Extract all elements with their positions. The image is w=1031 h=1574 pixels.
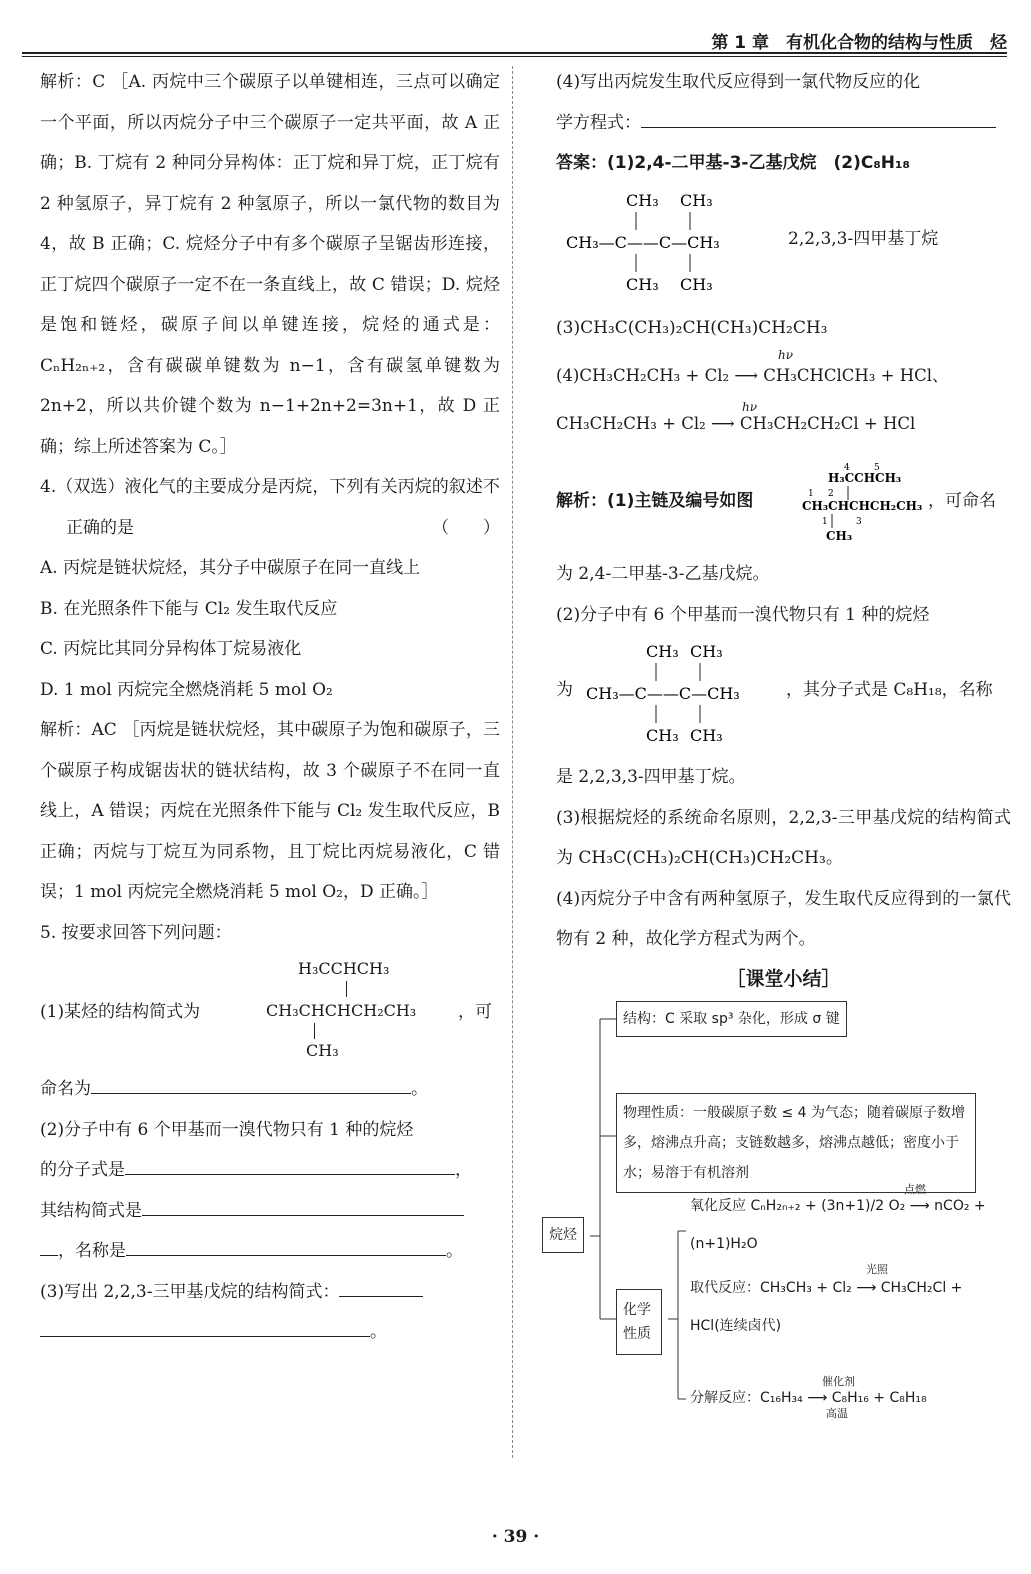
q5-part1-suffix: ，可	[458, 1002, 492, 1022]
q5-formula-label: 的分子式是	[40, 1160, 125, 1180]
q4-answer-paren: （ ）	[432, 517, 500, 538]
q5-name-label-2: ，名称是	[58, 1241, 126, 1261]
q5-part2-stem: (2)分子中有 6 个甲基而一溴代物只有 1 种的烷烃	[40, 1119, 414, 1140]
q4-solution: 解析：AC ［丙烷是链状烷烃，其中碳原子为饱和碳原子，三个碳原子构成锯齿状的链状结构，故 3 个碳原子不在同一直线上，A 错误；丙烷在光照条件下能与 Cl₂ 发生取代反应，B 正确；丙烷与丁烷互为同系物，且丁烷比丙烷易液化，C 错误；1 mol 丙烷完全燃烧消耗 5 mol O₂，D 正确。］	[40, 720, 500, 902]
q5-comma: ，	[455, 1160, 472, 1180]
q5-struct-bot: CH₃	[306, 1041, 339, 1060]
answer-line-1	[556, 143, 1011, 184]
solution-part2-struct	[556, 635, 1011, 753]
solution-part1	[556, 452, 1011, 548]
q5-part1-name	[40, 1069, 500, 1110]
q5-period-3: 。	[370, 1322, 387, 1342]
q5-answer-blank-7[interactable]	[641, 107, 996, 128]
q5-answer-blank-1[interactable]	[91, 1073, 411, 1094]
answer-line-3: (3)CH₃C(CH₃)₂CH(CH₃)CH₂CH₃	[556, 317, 828, 338]
solution-part4: (4)丙烷分子中含有两种氢原子，发生取代反应得到的一氯代物有 2 种，故化学方程式为两个。	[556, 888, 1011, 949]
mindmap-catalyst: 催化剂	[822, 1374, 855, 1388]
q5-answer-blank-6[interactable]	[40, 1316, 370, 1337]
q5-name-label: 命名为	[40, 1079, 91, 1099]
svg-text:CH₃: CH₃	[626, 190, 659, 210]
q5-part2-name	[40, 1231, 500, 1272]
q5-answer-blank-3[interactable]	[142, 1195, 464, 1216]
q5-part3	[40, 1272, 500, 1313]
answer-line-4a	[556, 348, 1011, 400]
mindmap-chem: 化学性质	[616, 1289, 662, 1355]
chapter-header: 第 1 章 有机化合物的结构与性质 烃	[711, 33, 1007, 53]
q5-bond-down	[314, 1023, 315, 1039]
solution-1-label	[556, 486, 753, 511]
mindmap-subst	[690, 1269, 1000, 1345]
svg-text:3: 3	[856, 517, 862, 527]
q5-answer-blank-3b[interactable]	[40, 1235, 58, 1256]
q4-option-d: D. 1 mol 丙烷完全燃烧消耗 5 mol O₂	[40, 679, 333, 700]
column-divider	[512, 66, 513, 1458]
q5-part3-cont	[40, 1312, 500, 1353]
solution-1-suffix: ，可命名	[928, 491, 996, 511]
q5-struct-top: H₃CCHCH₃	[298, 959, 390, 978]
svg-text:4: 4	[844, 463, 850, 473]
mindmap-oxid	[690, 1187, 1000, 1263]
mindmap-subst-text: 取代反应：CH₃CH₃ + Cl₂ ⟶ CH₃CH₂Cl + HCl(连续卤代)	[690, 1279, 963, 1334]
tetramethylbutane-structure	[556, 184, 776, 302]
mindmap-decomp-text: 分解反应：C₁₆H₃₄ ⟶ C₈H₁₆ + C₈H₁₈	[690, 1389, 927, 1406]
solution-part2: (2)分子中有 6 个甲基而一溴代物只有 1 种的烷烃	[556, 604, 930, 625]
summary-mindmap	[549, 999, 1011, 1420]
answer-text-1: 答案：(1)2,4-二甲基-3-乙基戊烷 (2)C₈H₁₈	[556, 153, 910, 173]
q5-struct-label: 其结构简式是	[40, 1200, 142, 1221]
svg-text:CH₃: CH₃	[646, 726, 679, 745]
header-rule	[22, 52, 1007, 54]
right-column	[549, 62, 1011, 1420]
q5-answer-blank-2[interactable]	[125, 1154, 455, 1175]
q5-part3-label: (3)写出 2,2,3-三甲基戊烷的结构简式：	[40, 1281, 340, 1302]
svg-text:CH₃: CH₃	[690, 726, 723, 745]
q4-stem-text: 4.（双选）液化气的主要成分是丙烷，下列有关丙烷的叙述不正确的是	[40, 477, 500, 538]
svg-text:CH₃: CH₃	[826, 529, 853, 543]
q5-answer-blank-5[interactable]	[339, 1276, 423, 1297]
svg-text:1: 1	[808, 489, 814, 499]
left-column	[40, 62, 500, 1353]
mindmap-oxid-text: 氧化反应 CₙH₂ₙ₊₂ + (3n+1)/2 O₂ ⟶ nCO₂ + (n+1)H₂O	[690, 1197, 986, 1252]
q5-struct-mid: CH₃CHCHCH₂CH₃	[266, 1001, 417, 1020]
answer-line-4b	[556, 400, 1011, 452]
svg-text:CH₃: CH₃	[680, 274, 713, 294]
q3-solution: 解析：C ［A. 丙烷中三个碳原子以单键相连，三点可以确定一个平面，所以丙烷分子中三个碳原子一定共平面，故 A 正确；B. 丁烷有 2 种同分异构体：正丁烷和异丁烷，正丁烷有 2 种氢原子，异丁烷有 2 种氢原子，所以一氯代物的数目为 4，故 B 正确；C. 烷烃分子中有多个碳原子呈锯齿形连接，正丁烷四个碳原子一定不在一条直线上，故 C 错误；D. 烷烃是饱和链烃，碳原子间以单键连接，烷烃的通式是：CₙH₂ₙ₊₂，含有碳碳单键数为 n−1，含有碳氢单键数为 2n+2，所以共价键个数为 n−1+2n+2=3n+1，故 D 正确；综上所述答案为 C。］	[40, 72, 500, 457]
svg-text:CH₃: CH₃	[680, 190, 713, 210]
q5-part1-line	[40, 997, 200, 1022]
q4-option-a: A. 丙烷是链状烷烃，其分子中碳原子在同一直线上	[40, 558, 421, 578]
solution-2-wei: 为	[556, 680, 573, 700]
q5-part2-formula	[40, 1150, 500, 1191]
svg-text:CH₃: CH₃	[626, 274, 659, 294]
mindmap-root: 烷烃	[542, 1217, 584, 1253]
svg-text:1: 1	[822, 517, 828, 527]
svg-text:2: 2	[828, 489, 834, 499]
tetramethylbutane-structure-2	[578, 635, 798, 753]
solution-2-formula: ，其分子式是 C₈H₁₈，名称	[786, 680, 993, 700]
page-number: · 39 ·	[491, 1527, 540, 1547]
q5-answer-blank-4[interactable]	[126, 1235, 446, 1256]
summary-title: ［课堂小结］	[726, 967, 841, 990]
hv-label-2: hν	[742, 400, 758, 414]
svg-text:CH₃—C——C—CH₃: CH₃—C——C—CH₃	[586, 684, 740, 703]
q5-period-2: 。	[446, 1241, 463, 1261]
answer-eq-2: CH₃CH₂CH₃ + Cl₂ ⟶ CH₃CH₂CH₂Cl + HCl	[556, 414, 916, 433]
q4-option-b: B. 在光照条件下能与 Cl₂ 发生取代反应	[40, 598, 338, 619]
svg-text:H₃CCHCH₃: H₃CCHCH₃	[828, 471, 902, 485]
solution-part1-cont: 为 2,4-二甲基-3-乙基戊烷。	[556, 564, 770, 584]
svg-text:CH₃CHCHCH₂CH₃: CH₃CHCHCH₂CH₃	[802, 499, 923, 513]
q5-part4-line2	[556, 103, 1011, 144]
svg-text:CH₃—C——C—CH₃: CH₃—C——C—CH₃	[566, 232, 720, 252]
q5-stem: 5. 按要求回答下列问题：	[40, 922, 232, 943]
q5-part4-label: 学方程式：	[556, 112, 641, 133]
q4-option-c: C. 丙烷比其同分异构体丁烷易液化	[40, 639, 302, 659]
mindmap-structure: 结构：C 采取 sp³ 杂化，形成 σ 键	[616, 1001, 847, 1037]
q5-part4-line1: (4)写出丙烷发生取代反应得到一氯代物反应的化	[556, 72, 921, 92]
solution-part2-name: 是 2,2,3,3-四甲基丁烷。	[556, 767, 746, 787]
mindmap-heat: 高温	[826, 1406, 848, 1420]
q5-part2-struct	[40, 1191, 500, 1232]
q5-period: 。	[411, 1079, 428, 1099]
answer-structure-block	[556, 184, 1011, 302]
svg-text:CH₃: CH₃	[690, 642, 723, 661]
mindmap-light: 光照	[866, 1262, 888, 1276]
q5-part1-label: (1)某烃的结构简式为	[40, 1002, 201, 1022]
q5-part1	[40, 953, 500, 1060]
answer-name-2: 2,2,3,3-四甲基丁烷	[788, 228, 939, 249]
svg-text:5: 5	[874, 463, 880, 473]
solution-part3: (3)根据烷烃的系统命名原则，2,2,3-三甲基戊烷的结构简式为 CH₃C(CH₃)₂CH(CH₃)CH₂CH₃。	[556, 807, 1011, 868]
hv-label-1: hν	[778, 348, 794, 362]
header-rule-thin	[22, 56, 1007, 57]
svg-text:CH₃: CH₃	[646, 642, 679, 661]
mindmap-ignite: 点燃	[904, 1182, 926, 1196]
solution-1-text: 解析：(1)主链及编号如图	[556, 491, 754, 511]
answer-eq-1: (4)CH₃CH₂CH₃ + Cl₂ ⟶ CH₃CHClCH₃ + HCl、	[556, 366, 949, 385]
q5-bond-up	[346, 981, 347, 997]
mindmap-physical: 物理性质：一般碳原子数 ≤ 4 为气态；随着碳原子数增多，熔沸点升高；支链数越多，熔沸点越低；密度小于水；易溶于有机溶剂	[616, 1093, 976, 1193]
q4-stem	[40, 467, 500, 548]
